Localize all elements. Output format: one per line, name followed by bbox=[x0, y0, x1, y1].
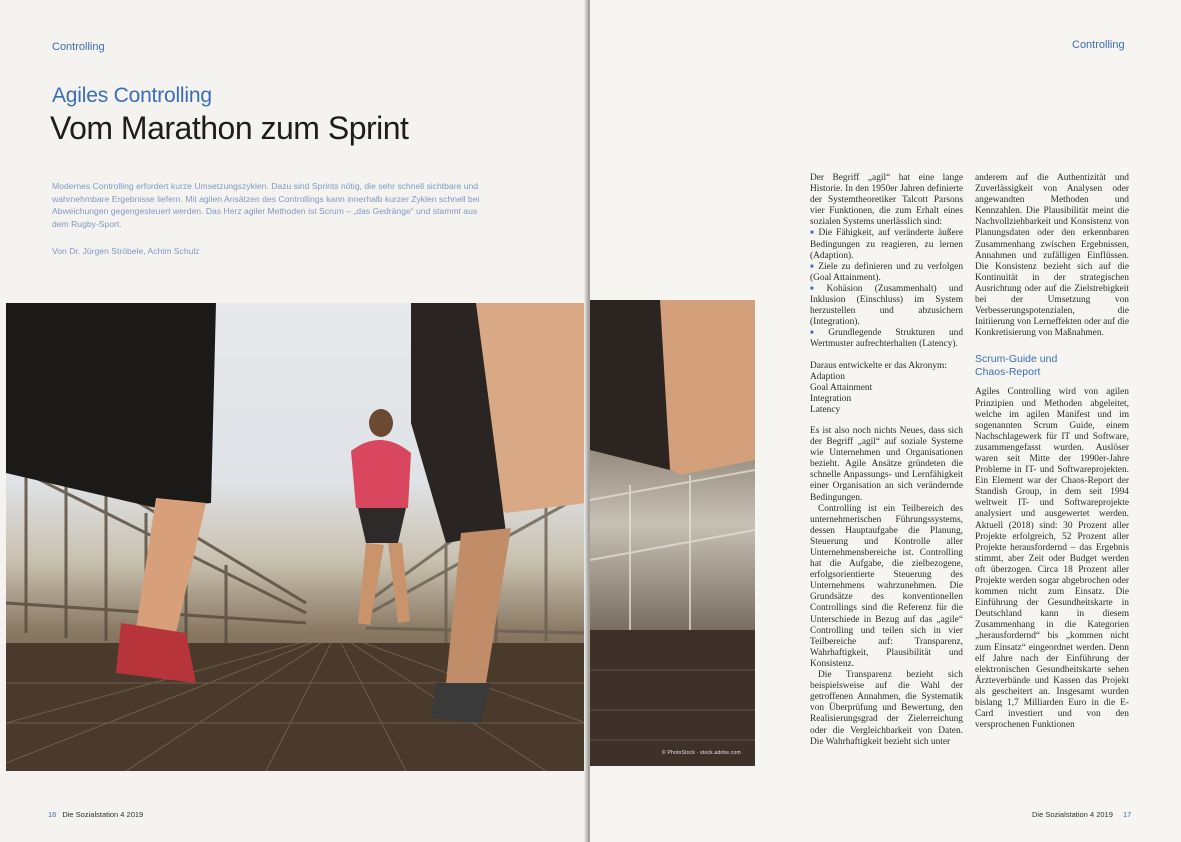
page-number: 17 bbox=[1122, 810, 1132, 819]
paragraph: Agiles Controlling wird von agilen Prinzipien und Methoden abgeleitet, welche im agilen Manifest und im sogenannten Scrum Guide, einem Nachschlagewerk für IT und Software, zusammengefasst wurden. Auslöser waren seit Mitte der 1990er-Jahre Probleme in IT- und Softwareprojekten. Ein Element war der Chaos-Report der Standish Group, in dem seit 1994 weltweit IT- und Softwareprojekte analysiert und ausgewertet werden. Aktuell (2018) sind: 30 Prozent aller Projekte erfolgreich, 52 Prozent aller Projekte herausfordernd – das Ergebnis stimmt, aber Zeit oder Budget werden oft überzogen. Circa 18 Prozent aller Projekte werden sogar abgebrochen oder kommen nicht zum Einsatz. Die Einführung der Gesundheitskarte in Deutschland kann in diesem Zusammenhang in die Kategorien „herausfordernd“ bis „kommen nicht zum Einsatz“ eingeordnet werden. Denn elf Jahre nach der Einführung der elektronischen Gesundheitskarte sehen Ärzteverbände und Kassen das Projekt als gescheitert an. Insgesamt wurden bislang 1,7 Milliarden Euro in die E-Card investiert und von den versprochenen Funktionen bbox=[975, 387, 1129, 731]
runners-photo bbox=[6, 303, 586, 771]
runners-illustration-right bbox=[590, 300, 755, 766]
runners-photo-continuation bbox=[590, 300, 755, 766]
section-label: Controlling bbox=[52, 41, 105, 53]
photo-credit: © PhotoStock · stock.adobe.com bbox=[662, 750, 741, 756]
paragraph: anderem auf die Authentizität und Zuverlässigkeit von Analysen oder angewandten Methoden und Kennzahlen. Die Plausibilität meint die Nachvollziehbarkeit und Konsistenz von Planungsdaten oder den erkennbaren Zusammenhang zwischen Ergebnissen, Annahmen und zufälligen Einflüssen. Die Konsistenz bezieht sich auf die Kontinuität in der strategischen Ausrichtung oder auf die Zielstrebigkeit bei der Umsetzung von Verbesserungspotenzialen, die Initiierung von Lerneffekten oder auf die Konkretisierung von Maßnahmen. bbox=[975, 173, 1129, 339]
acronym-block bbox=[810, 361, 963, 416]
article-headline: Vom Marathon zum Sprint bbox=[50, 110, 409, 146]
list-item: ■ Die Fähigkeit, auf veränderte äußere Bedingungen zu reagieren, zu lernen (Adaption). bbox=[810, 228, 963, 261]
left-page bbox=[0, 0, 588, 842]
article-lead: Modernes Controlling erfordert kurze Umsetzungszyklen. Dazu sind Sprints nötig, die sehr schnell sichtbare und wahrnehmbare Ergebnisse liefern. Mit agilen Ansätzen des Controllings kann innerhalb kurzer Zyklen schnell bei Abweichungen gegengesteuert werden. Das Herz agiler Methoden ist Scrum – „das Gedränge“ und stammt aus dem Rugby-Sport. bbox=[52, 181, 480, 229]
bullet-list bbox=[810, 228, 963, 350]
folio-left bbox=[48, 810, 143, 819]
paragraph: Es ist also noch nichts Neues, dass sich der Begriff „agil“ auf soziale Systeme wie Unternehmen und Organisationen bezieht. Agile Ansätze gründeten die schnelle Anpassungs- und Lernfähigkeit einer Organisation an sich verändernde Bedingungen. bbox=[810, 425, 963, 503]
acronym-item: Latency bbox=[810, 404, 841, 415]
publication-name: Die Sozialstation 4 2019 bbox=[1032, 810, 1113, 819]
subheading-line: Scrum-Guide und bbox=[975, 353, 1058, 366]
subheading bbox=[975, 353, 1129, 379]
acronym-item: Goal Attainment bbox=[810, 382, 873, 393]
text-column-1 bbox=[810, 173, 963, 748]
acronym-item: Integration bbox=[810, 393, 852, 404]
list-item: ■ Grundlegende Strukturen und Wertmuster aufrechterhalten (Latency). bbox=[810, 328, 963, 350]
list-item: ■ Kohäsion (Zusammenhalt) und Inklusion (Einschluss) im System herzustellen und abzusichern (Integration). bbox=[810, 284, 963, 328]
paragraph: Der Begriff „agil“ hat eine lange Historie. In den 1950er Jahren definierte der Systemtheoretiker Talcott Parsons vier Funktionen, die zum Erhalt eines sozialen Systems unerlässlich sind: bbox=[810, 173, 963, 228]
runners-illustration bbox=[6, 303, 586, 771]
page-number: 16 bbox=[48, 810, 57, 819]
subheading-line: Chaos-Report bbox=[975, 366, 1041, 379]
acronym-item: Adaption bbox=[810, 371, 845, 382]
paragraph: Controlling ist ein Teilbereich des unternehmerischen Führungssystems, dessen Hauptaufgabe die Planung, Steuerung und Kontrolle aller Unternehmensbereiche ist. Controlling hat die Aufgabe, die zielbezogene, erfolgsorientierte Steuerung des Unternehmens wahrzunehmen. Die Grundsätze des konventionellen Controllings sind die Referenz für die Unterschiede in Bezug auf das „agile“ Controlling und teilen sich in vier Teilbereiche auf: Transparenz, Wahrhaftigkeit, Plausibilität und Konsistenz. bbox=[810, 503, 963, 669]
byline: Von Dr. Jürgen Ströbele, Achim Schulz bbox=[52, 246, 200, 256]
section-label: Controlling bbox=[1072, 39, 1125, 51]
text-column-2 bbox=[975, 173, 1129, 731]
paragraph: Die Transparenz bezieht sich beispielsweise auf die Wahl der getroffenen Annahmen, die Systematik von Überprüfung und Bewertung, den Realisierungsgrad der Zielerreichung oder die Vergleichbarkeit von Daten. Die Wahrhaftigkeit bezieht sich unter bbox=[810, 670, 963, 747]
right-page bbox=[590, 0, 1181, 842]
kicker: Agiles Controlling bbox=[52, 84, 212, 107]
list-item: ■ Ziele zu definieren und zu verfolgen (Goal Attainment). bbox=[810, 262, 963, 284]
publication-name: Die Sozialstation 4 2019 bbox=[62, 810, 144, 819]
folio-right bbox=[1032, 810, 1137, 819]
acronym-intro: Daraus entwickelte er das Akronym: bbox=[810, 360, 947, 371]
